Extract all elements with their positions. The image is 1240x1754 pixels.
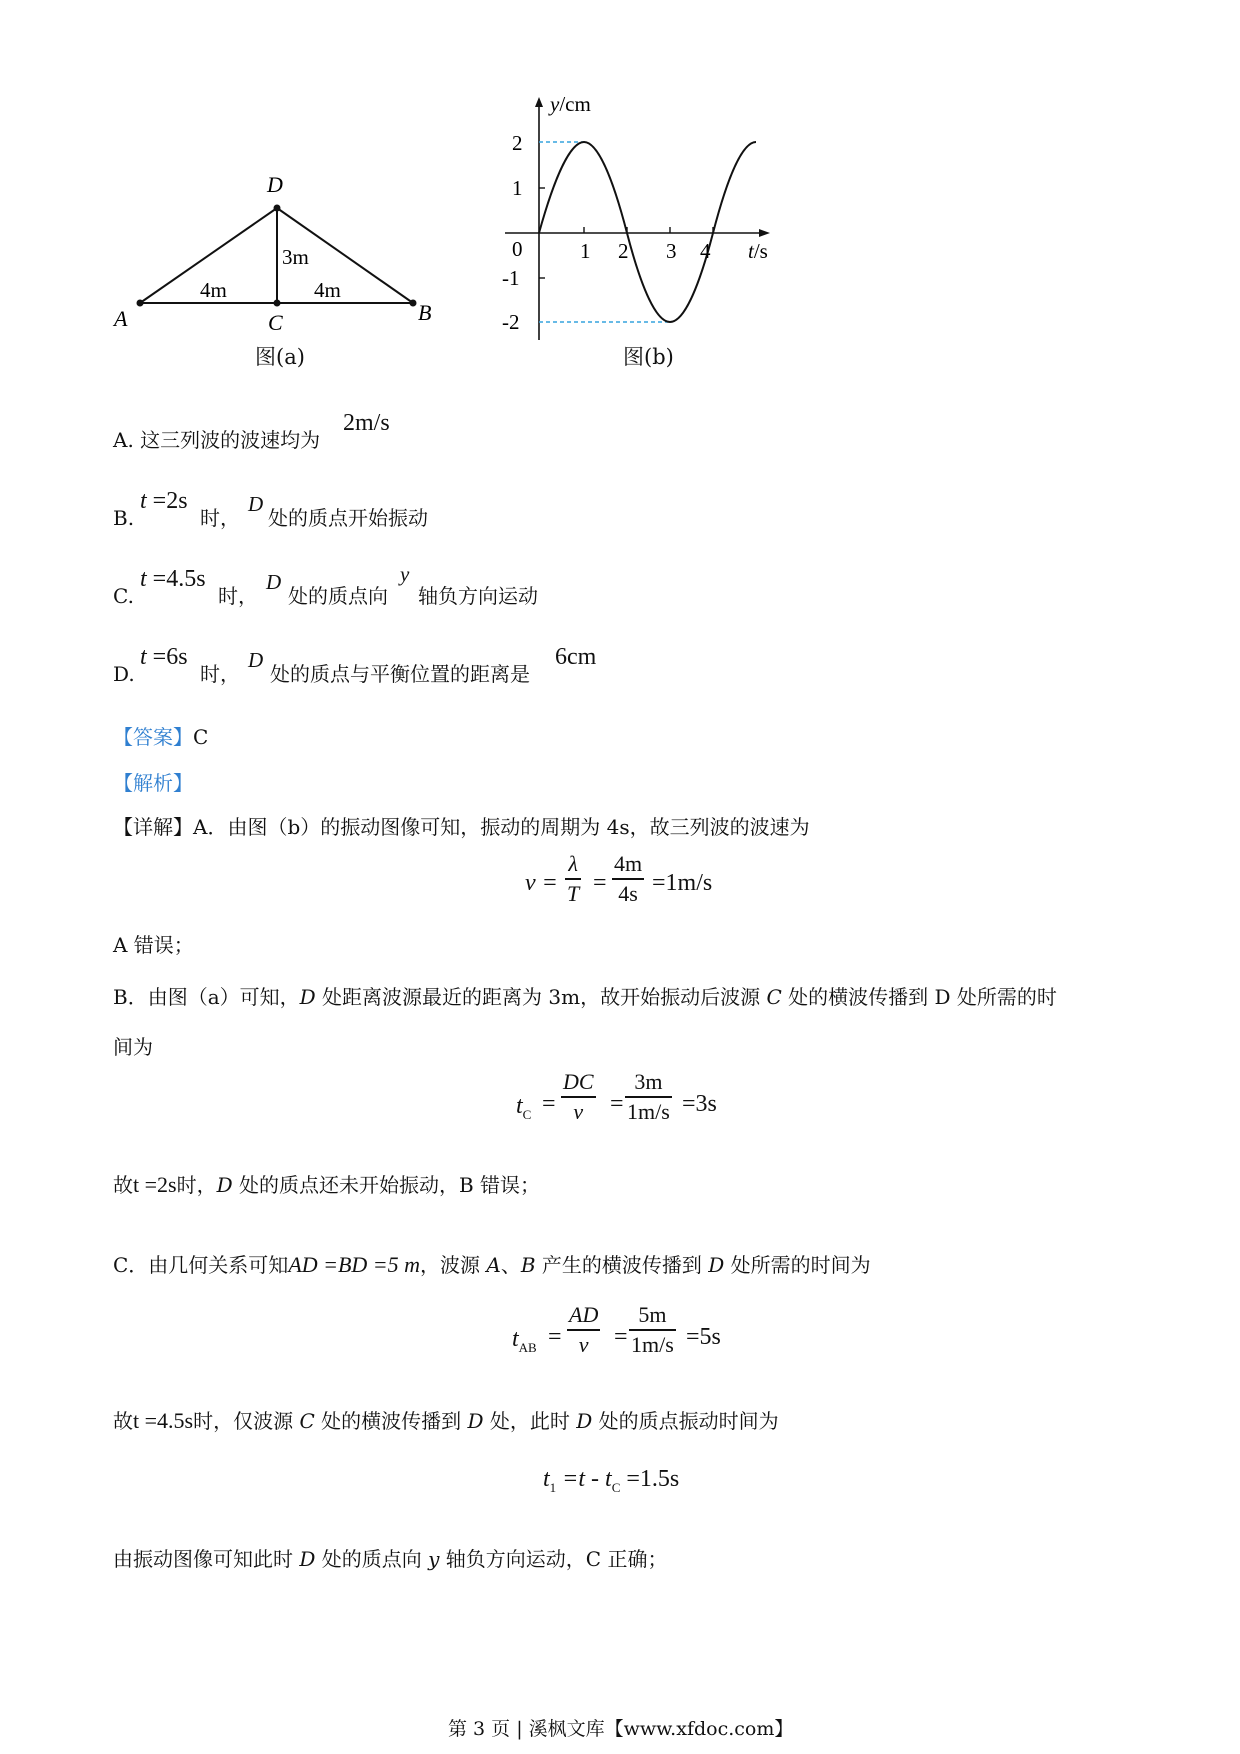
eq1-frac1: λ T: [567, 851, 580, 906]
eq1-lhs: v =: [525, 870, 558, 896]
option-c-y: y: [400, 562, 410, 586]
detail-c-conclusion: 故t =4.5s时，仅波源 C 处的横波传播到 D 处，此时 D 处的质点振动时间为: [113, 1408, 779, 1433]
label-A: A: [114, 306, 128, 331]
eq2-frac1: DC v: [563, 1069, 594, 1124]
detail-b-conclusion: 故t =2s时，D 处的质点还未开始振动，B 错误；: [113, 1172, 541, 1197]
y-axis-label: y/cm: [550, 92, 591, 116]
label-D: D: [267, 172, 283, 197]
label-C: C: [268, 310, 283, 335]
eq1-frac2: 4m 4s: [614, 851, 643, 906]
answer: 【答案】C: [113, 725, 209, 749]
detail-a-wrong: A 错误；: [113, 933, 194, 957]
option-b-D: D: [248, 492, 264, 516]
x-tick-4: 4: [700, 239, 711, 263]
option-b-eq: t =2s: [140, 488, 188, 514]
option-c-text2: 轴负方向运动: [418, 584, 538, 608]
x-tick-1: 1: [580, 239, 591, 263]
eq4: $t_1 =t - t_C =1.5s$: [543, 1466, 680, 1495]
label-B: B: [418, 300, 432, 325]
eq3-frac2: 5m 1m/s: [631, 1302, 674, 1357]
dim-ac: 4m: [200, 278, 227, 302]
eq1-eqsign: =: [593, 870, 607, 896]
eq2-rhs: =3s: [682, 1091, 717, 1117]
eq2-eq: =: [542, 1091, 556, 1117]
option-c-eq: t =4.5s: [140, 566, 206, 592]
analysis-tag: 【解析】: [113, 771, 193, 795]
detail-c-line: C．由几何关系可知AD =BD =5 m，波源 A、B 产生的横波传播到 D 处所需的时间为: [113, 1252, 871, 1277]
eq1-rhs: =1m/s: [652, 870, 713, 896]
dim-dc: 3m: [282, 245, 309, 269]
figure-a-caption: 图(a): [255, 345, 305, 369]
eq3-rhs: =5s: [686, 1324, 721, 1350]
x-tick-2: 2: [618, 239, 629, 263]
y-tick-1: 1: [512, 176, 523, 200]
option-d-value: 6cm: [555, 644, 597, 670]
footer: 第 3 页 | 溪枫文库【www.xfdoc.com】: [448, 1718, 794, 1740]
y-tick-neg2: -2: [502, 310, 520, 334]
option-b: B.: [113, 506, 135, 530]
sine-curve: [539, 142, 756, 322]
origin-label: 0: [512, 237, 523, 261]
eq3-eqsign: =: [614, 1324, 628, 1350]
option-c-text1: 处的质点向: [288, 584, 388, 608]
eq2-eqsign: =: [610, 1091, 624, 1117]
x-axis-label: t/s: [748, 239, 768, 263]
option-a-value: 2m/s: [343, 410, 390, 436]
dim-cb: 4m: [314, 278, 341, 302]
figure-b-graph: [490, 92, 790, 345]
option-c-D: D: [266, 570, 282, 594]
option-d-D: D: [248, 648, 264, 672]
detail-b-line2: 间为: [113, 1035, 153, 1059]
option-b-text: 处的质点开始振动: [268, 506, 428, 530]
figure-b-caption: 图(b): [623, 345, 674, 369]
option-c: C.: [113, 584, 134, 608]
figure-a-triangle: [100, 150, 430, 350]
option-d-eq: t =6s: [140, 644, 188, 670]
y-tick-2: 2: [512, 131, 523, 155]
eq3-eq: =: [548, 1324, 562, 1350]
option-d: D.: [113, 662, 135, 686]
detail-c-final: 由振动图像可知此时 D 处的质点向 y 轴负方向运动，C 正确；: [113, 1547, 668, 1571]
eq3-frac1: AD v: [569, 1302, 599, 1357]
detail-line1: 【详解】A．由图（b）的振动图像可知，振动的周期为 4s，故三列波的波速为: [113, 815, 810, 839]
x-tick-3: 3: [666, 239, 677, 263]
y-tick-neg1: -1: [502, 266, 520, 290]
option-a: A. 这三列波的波速均为: [113, 428, 321, 452]
detail-b-line1: B．由图（a）可知，D 处距离波源最近的距离为 3m，故开始振动后波源 C 处的横波传播到 D 处所需的时: [113, 985, 1057, 1009]
option-b-mid: 时，: [200, 506, 240, 530]
option-d-mid: 时，: [200, 662, 240, 686]
eq2-lhs: $t_C$: [516, 1093, 532, 1122]
option-c-mid: 时，: [218, 584, 258, 608]
eq3-lhs: $t_{AB}$: [512, 1326, 537, 1355]
option-d-text: 处的质点与平衡位置的距离是: [270, 662, 530, 686]
eq2-frac2: 3m 1m/s: [627, 1069, 670, 1124]
